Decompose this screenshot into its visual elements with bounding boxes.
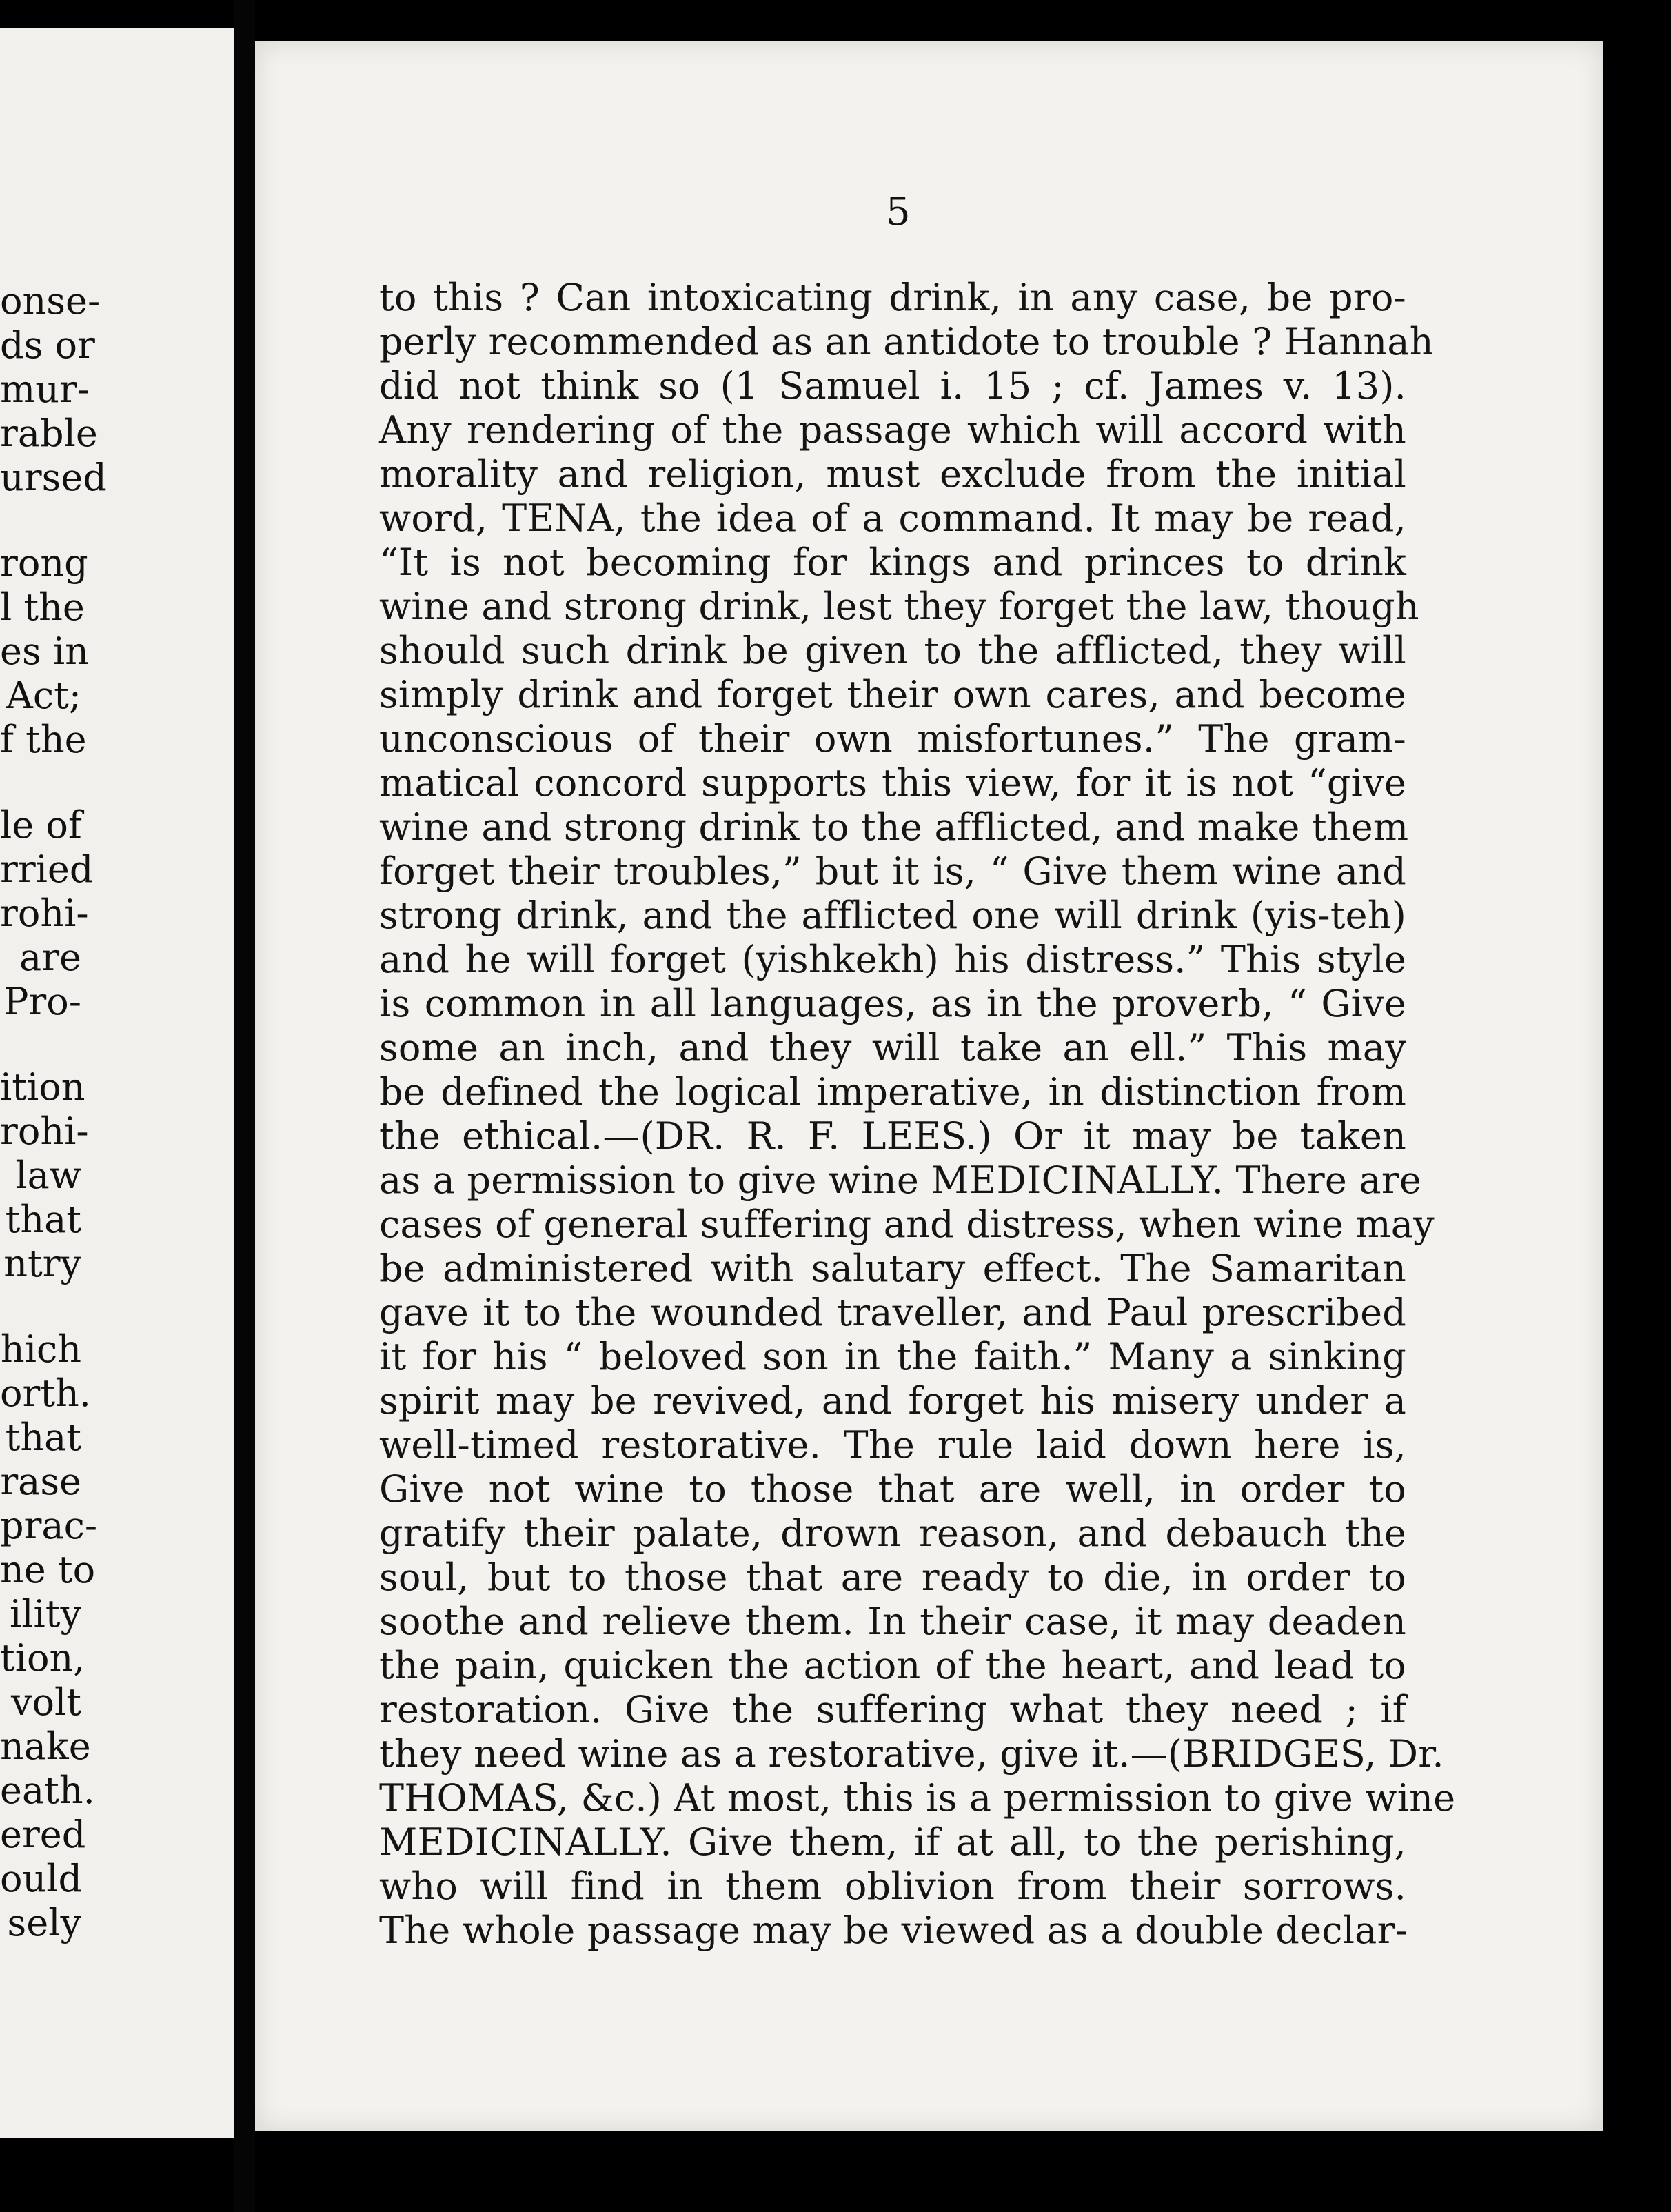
text-line: be administered with salutary effect. The Samaritan	[379, 1247, 1406, 1290]
text-line: restoration. Give the suffering what they need ; if	[379, 1688, 1406, 1731]
text-line: The whole passage may be viewed as a double declar-	[379, 1909, 1408, 1952]
text-line: the ethical.—(DR. R. F. LEES.) Or it may be taken	[379, 1114, 1406, 1158]
left-page-fragment: ered	[0, 1813, 86, 1856]
left-page-fragment: tion,	[0, 1636, 85, 1680]
left-page-fragment: le of	[0, 803, 82, 847]
left-page-fragment: mur-	[0, 368, 90, 411]
left-page-fragment: that	[5, 1198, 81, 1241]
left-page-fragment: volt	[11, 1680, 81, 1724]
left-page-fragment: rohi-	[0, 892, 89, 935]
text-line: matical concord supports this view, for it is not “give	[379, 761, 1406, 805]
text-line: wine and strong drink, lest they forget the law, though	[379, 585, 1419, 628]
left-page-fragment: es in	[0, 630, 89, 673]
text-line: and he will forget (yishkekh) his distress.” This style	[379, 938, 1406, 981]
left-page-fragment: Pro-	[3, 980, 81, 1023]
text-line: should such drink be given to the afflicted, they will	[379, 629, 1406, 672]
left-page-fragment: prac-	[0, 1504, 98, 1547]
page-number: 5	[886, 190, 911, 234]
text-line: some an inch, and they will take an ell.” This may	[379, 1026, 1406, 1069]
left-page-fragment: that	[5, 1416, 81, 1459]
text-line: gratify their palate, drown reason, and debauch the	[379, 1511, 1406, 1555]
left-page-fragment: Act;	[6, 674, 81, 717]
text-line: is common in all languages, as in the proverb, “ Give	[379, 982, 1406, 1025]
text-line: to this ? Can intoxicating drink, in any case, be pro-	[379, 276, 1406, 319]
text-line: “It is not becoming for kings and princes to drink	[379, 541, 1406, 584]
text-line: word, TENA, the idea of a command. It may be read,	[379, 496, 1406, 540]
text-line: morality and religion, must exclude from the initial	[379, 452, 1406, 496]
text-line: who will find in them oblivion from their sorrows.	[379, 1864, 1406, 1908]
left-page-fragment: rohi-	[0, 1109, 89, 1153]
right-page	[255, 41, 1603, 2131]
text-line: perly recommended as an antidote to trouble ? Hannah	[379, 320, 1434, 363]
left-page-fragment	[0, 500, 81, 541]
text-line: gave it to the wounded traveller, and Paul prescribed	[379, 1291, 1406, 1334]
left-page-fragment	[0, 1024, 81, 1065]
text-line: the pain, quicken the action of the heart, and lead to	[379, 1644, 1406, 1687]
text-line: THOMAS, &c.) At most, this is a permission to give wine	[379, 1776, 1456, 1820]
left-page-fragment: ursed	[0, 456, 107, 499]
left-page-fragment: hich	[0, 1327, 81, 1371]
left-page-fragment: l the	[0, 585, 85, 629]
text-line: wine and strong drink to the afflicted, and make them	[379, 805, 1409, 849]
left-page-fragment: onse-	[0, 279, 101, 323]
left-page-fragment: ds or	[0, 323, 95, 367]
text-line: unconscious of their own misfortunes.” The gram-	[379, 717, 1406, 761]
left-page-fragment: eath.	[0, 1769, 95, 1812]
left-page-fragment: f the	[0, 718, 87, 761]
left-page-fragment: are	[19, 936, 81, 979]
text-line: it for his “ beloved son in the faith.” Many a sinking	[379, 1335, 1406, 1378]
left-page-fragment: rable	[0, 412, 98, 455]
text-line: MEDICINALLY. Give them, if at all, to the perishing,	[379, 1820, 1406, 1864]
text-line: simply drink and forget their own cares, and become	[379, 673, 1406, 716]
left-page-fragment: ility	[9, 1592, 81, 1636]
text-line: be defined the logical imperative, in distinction from	[379, 1070, 1406, 1114]
text-line: strong drink, and the afflicted one will drink (yis-teh)	[379, 894, 1406, 937]
text-line: forget their troubles,” but it is, “ Give them wine and	[379, 849, 1406, 893]
text-line: did not think so (1 Samuel i. 15 ; cf. James v. 13).	[379, 364, 1406, 408]
text-line: soul, but to those that are ready to die, in order to	[379, 1556, 1406, 1599]
text-line: spirit may be revived, and forget his misery under a	[379, 1379, 1406, 1422]
text-line: they need wine as a restorative, give it.—(BRIDGES, Dr.	[379, 1732, 1444, 1776]
left-page-fragment: ition	[0, 1065, 85, 1109]
left-page-fragment: rong	[0, 541, 88, 585]
left-page-fragment: rase	[0, 1460, 81, 1503]
left-page-fragment: law	[15, 1154, 81, 1197]
left-page-fragment: ne to	[0, 1548, 96, 1591]
book-spine	[234, 0, 255, 2212]
text-line: cases of general suffering and distress, when wine may	[379, 1203, 1435, 1246]
left-page-fragment: sely	[7, 1901, 81, 1944]
text-line: as a permission to give wine MEDICINALLY. There are	[379, 1158, 1421, 1202]
left-page-fragment: orth.	[0, 1371, 91, 1415]
left-page-text-fragments	[0, 279, 107, 1945]
left-page	[0, 28, 234, 2138]
left-page-fragment	[0, 762, 81, 803]
left-page-fragment: ntry	[3, 1242, 81, 1285]
text-line: soothe and relieve them. In their case, it may deaden	[379, 1600, 1406, 1643]
body-text	[379, 276, 1456, 1953]
text-line: Give not wine to those that are well, in order to	[379, 1467, 1406, 1511]
left-page-fragment: nake	[0, 1725, 91, 1768]
left-page-fragment: ould	[0, 1857, 83, 1900]
left-page-fragment	[0, 1286, 81, 1327]
text-line: well-timed restorative. The rule laid down here is,	[379, 1423, 1406, 1467]
text-line: Any rendering of the passage which will accord with	[379, 408, 1406, 452]
left-page-fragment: rried	[0, 847, 94, 891]
